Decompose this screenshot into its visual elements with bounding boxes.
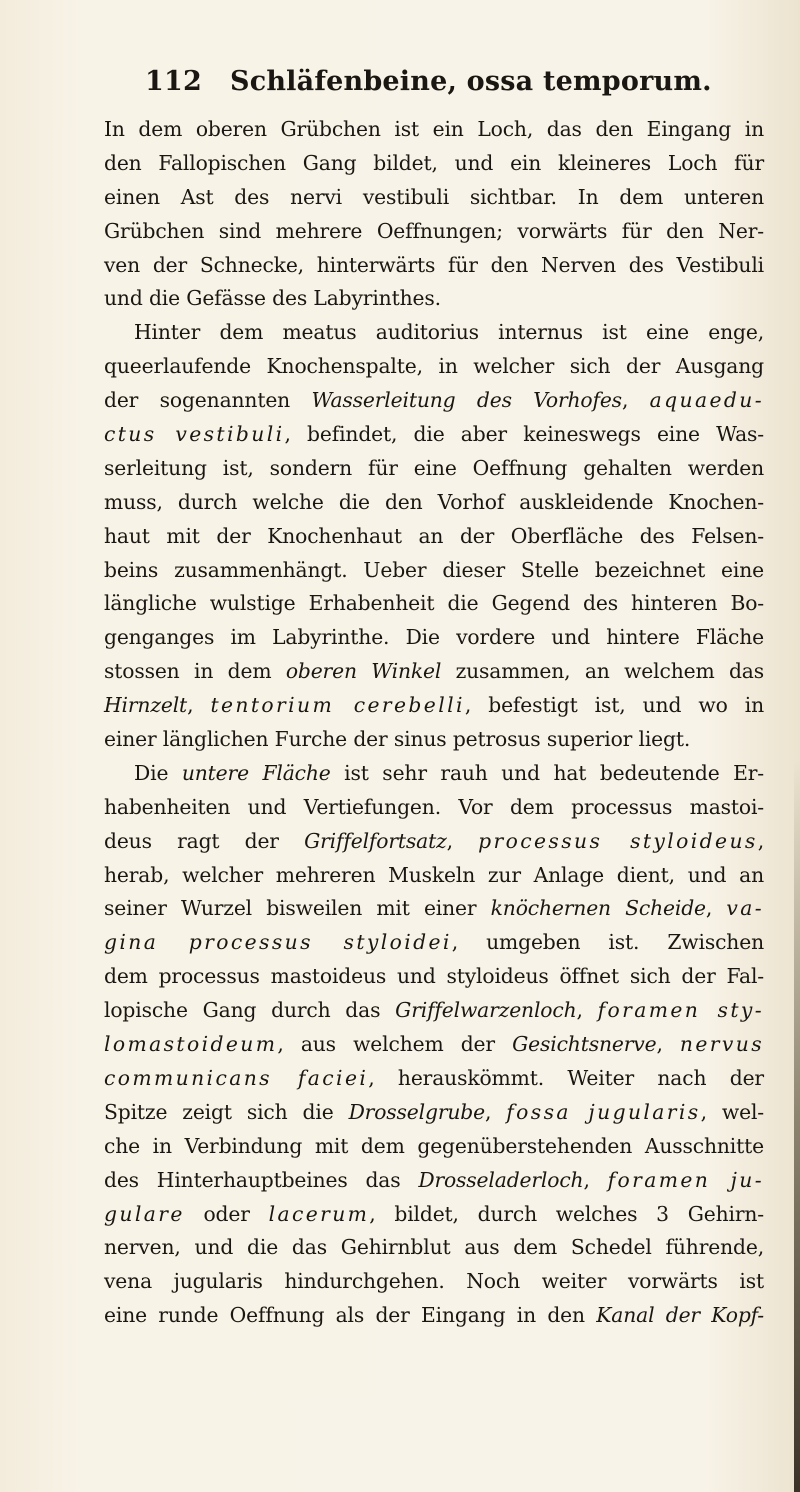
text-line bbox=[104, 147, 764, 181]
text-run: Die bbox=[134, 760, 182, 785]
emphasized-term: foramen ju- bbox=[607, 1167, 764, 1192]
text-run: Hinter dem meatus auditorius internus ist eine enge, bbox=[134, 320, 764, 345]
emphasized-term: Griffelwarzenloch bbox=[395, 998, 577, 1023]
text-line bbox=[104, 1299, 764, 1333]
text-line bbox=[104, 859, 764, 893]
text-line bbox=[104, 1062, 764, 1096]
text-run: serleitung ist, sondern für eine Oeffnung gehalten werden bbox=[104, 455, 764, 480]
text-line bbox=[104, 757, 764, 791]
page-number: 112 bbox=[145, 66, 202, 97]
emphasized-term: nervus bbox=[679, 1032, 765, 1057]
text-run: zusammen, an welchem das bbox=[441, 659, 764, 684]
text-run: , bbox=[705, 896, 727, 921]
text-line bbox=[104, 249, 764, 283]
text-run: , umgeben ist. Zwischen bbox=[451, 930, 764, 955]
text-run: muss, durch welche die den Vorhof auskleidende Knochen- bbox=[104, 489, 764, 514]
text-line bbox=[104, 621, 764, 655]
text-run: lopische Gang durch das bbox=[104, 998, 396, 1023]
text-line bbox=[104, 384, 764, 418]
emphasized-term: lomastoideum bbox=[104, 1032, 278, 1057]
text-line bbox=[104, 350, 764, 384]
text-line bbox=[104, 723, 764, 757]
text-line bbox=[104, 587, 764, 621]
text-run: beins zusammenhängt. Ueber dieser Stelle bezeichnet eine bbox=[104, 557, 764, 582]
text-line bbox=[104, 282, 764, 316]
text-run: stossen in dem bbox=[104, 659, 286, 684]
text-run: che in Verbindung mit dem gegenüberstehenden Ausschnitte bbox=[104, 1133, 764, 1158]
text-run: ven der Schnecke, hinterwärts für den Nerven des Vestibuli bbox=[104, 252, 764, 277]
emphasized-term: untere Fläche bbox=[181, 760, 331, 785]
text-run: , bbox=[757, 828, 765, 853]
text-run: nerven, und die das Gehirnblut aus dem Schedel führende, bbox=[104, 1235, 764, 1260]
text-run: , befindet, die aber keineswegs eine Was- bbox=[284, 422, 764, 447]
emphasized-term: lacerum bbox=[268, 1201, 370, 1226]
emphasized-term: Griffelfortsatz bbox=[304, 828, 447, 853]
emphasized-term: Drosselgrube bbox=[348, 1099, 485, 1124]
running-title: Schläfenbeine, ossa temporum. bbox=[230, 66, 712, 97]
text-line bbox=[104, 554, 764, 588]
text-run: dem processus mastoideus und styloideus öffnet sich der Fal- bbox=[104, 964, 764, 989]
emphasized-term: foramen sty- bbox=[597, 998, 765, 1023]
text-run: , bbox=[446, 828, 479, 853]
text-run: herab, welcher mehreren Muskeln zur Anlage dient, und an bbox=[104, 862, 764, 887]
text-line bbox=[104, 1096, 764, 1130]
emphasized-term: Drosseladerloch bbox=[418, 1167, 584, 1192]
text-run: habenheiten und Vertiefungen. Vor dem processus mastoi- bbox=[104, 794, 764, 819]
text-run: , wel- bbox=[700, 1099, 764, 1124]
text-run: , bbox=[621, 388, 650, 413]
text-line bbox=[104, 892, 764, 926]
text-line bbox=[104, 418, 764, 452]
page-edge-shadow bbox=[794, 760, 800, 1492]
text-run: deus ragt der bbox=[104, 828, 305, 853]
text-run: Spitze zeigt sich die bbox=[104, 1099, 349, 1124]
emphasized-term: gina processus styloidei bbox=[104, 930, 452, 955]
text-run: , aus welchem der bbox=[277, 1032, 513, 1057]
text-run: , befestigt ist, und wo in bbox=[464, 693, 765, 718]
text-run: In dem oberen Grübchen ist ein Loch, das den Eingang in bbox=[104, 117, 764, 141]
text-line bbox=[104, 1164, 764, 1198]
text-run: , bbox=[484, 1099, 507, 1124]
text-run: , bbox=[576, 998, 598, 1023]
text-run: genganges im Labyrinthe. Die vordere und hintere Fläche bbox=[104, 625, 764, 650]
emphasized-term: gulare bbox=[104, 1201, 185, 1226]
text-line bbox=[104, 486, 764, 520]
text-line bbox=[104, 181, 764, 215]
text-run: queerlaufende Knochenspalte, in welcher sich der Ausgang bbox=[104, 354, 764, 379]
text-run: Grübchen sind mehrere Oeffnungen; vorwärts für den Ner- bbox=[104, 218, 764, 243]
text-line bbox=[104, 1028, 764, 1062]
text-line bbox=[104, 689, 764, 723]
text-line bbox=[104, 926, 764, 960]
text-line bbox=[104, 520, 764, 554]
text-run: vena jugularis hindurchgehen. Noch weiter vorwärts ist bbox=[104, 1269, 764, 1294]
text-line bbox=[104, 1231, 764, 1265]
text-run: der sogenannten bbox=[104, 388, 312, 413]
text-run: den Fallopischen Gang bildet, und ein kleineres Loch für bbox=[104, 150, 764, 175]
emphasized-term: Gesichtsnerve bbox=[512, 1032, 657, 1057]
text-line bbox=[104, 791, 764, 825]
emphasized-term: aquaedu- bbox=[649, 388, 764, 413]
emphasized-term: ctus vestibuli bbox=[104, 422, 285, 447]
emphasized-term: va- bbox=[726, 896, 765, 921]
emphasized-term: fossa jugularis bbox=[506, 1099, 701, 1124]
emphasized-term: oberen Winkel bbox=[285, 659, 442, 684]
emphasized-term: knöchernen Scheide bbox=[490, 896, 706, 921]
text-run: haut mit der Knochenhaut an der Oberfläche des Felsen- bbox=[104, 523, 764, 548]
emphasized-term: communicans faciei bbox=[104, 1065, 369, 1090]
text-run: ist sehr rauh und hat bedeutende Er- bbox=[330, 760, 765, 785]
text-line bbox=[104, 655, 764, 689]
text-run: einen Ast des nervi vestibuli sichtbar. In dem unteren bbox=[104, 184, 764, 209]
emphasized-term: tentorium cerebelli bbox=[210, 693, 465, 718]
running-header bbox=[145, 66, 765, 106]
text-line bbox=[104, 994, 764, 1028]
text-run: , bbox=[656, 1032, 680, 1057]
text-line bbox=[104, 215, 764, 249]
emphasized-term: processus styloideus bbox=[478, 828, 758, 853]
text-run: , herauskömmt. Weiter nach der bbox=[368, 1065, 764, 1090]
emphasized-term: Hirnzelt bbox=[104, 693, 188, 718]
text-run: und die Gefässe des Labyrinthes. bbox=[104, 286, 441, 311]
text-run: , bildet, durch welches 3 Gehirn- bbox=[369, 1201, 765, 1226]
text-line bbox=[104, 960, 764, 994]
text-line bbox=[104, 1198, 764, 1232]
body-text bbox=[104, 113, 764, 1333]
text-run: , bbox=[187, 693, 211, 718]
text-line bbox=[104, 1130, 764, 1164]
text-run: eine runde Oeffnung als der Eingang in den bbox=[104, 1303, 597, 1328]
text-line bbox=[104, 316, 764, 350]
text-run: einer länglichen Furche der sinus petrosus superior liegt. bbox=[104, 727, 691, 752]
emphasized-term: Kanal der Kopf- bbox=[596, 1303, 764, 1328]
text-run: des Hinterhauptbeines das bbox=[104, 1167, 419, 1192]
text-line bbox=[104, 113, 764, 147]
text-run: längliche wulstige Erhabenheit die Gegend des hinteren Bo- bbox=[104, 591, 764, 616]
text-run: seiner Wurzel bisweilen mit einer bbox=[104, 896, 491, 921]
text-line bbox=[104, 1265, 764, 1299]
text-run: , bbox=[583, 1167, 608, 1192]
emphasized-term: Wasserleitung des Vorhofes bbox=[311, 388, 622, 413]
text-line bbox=[104, 825, 764, 859]
text-run: oder bbox=[184, 1201, 269, 1226]
text-line bbox=[104, 452, 764, 486]
